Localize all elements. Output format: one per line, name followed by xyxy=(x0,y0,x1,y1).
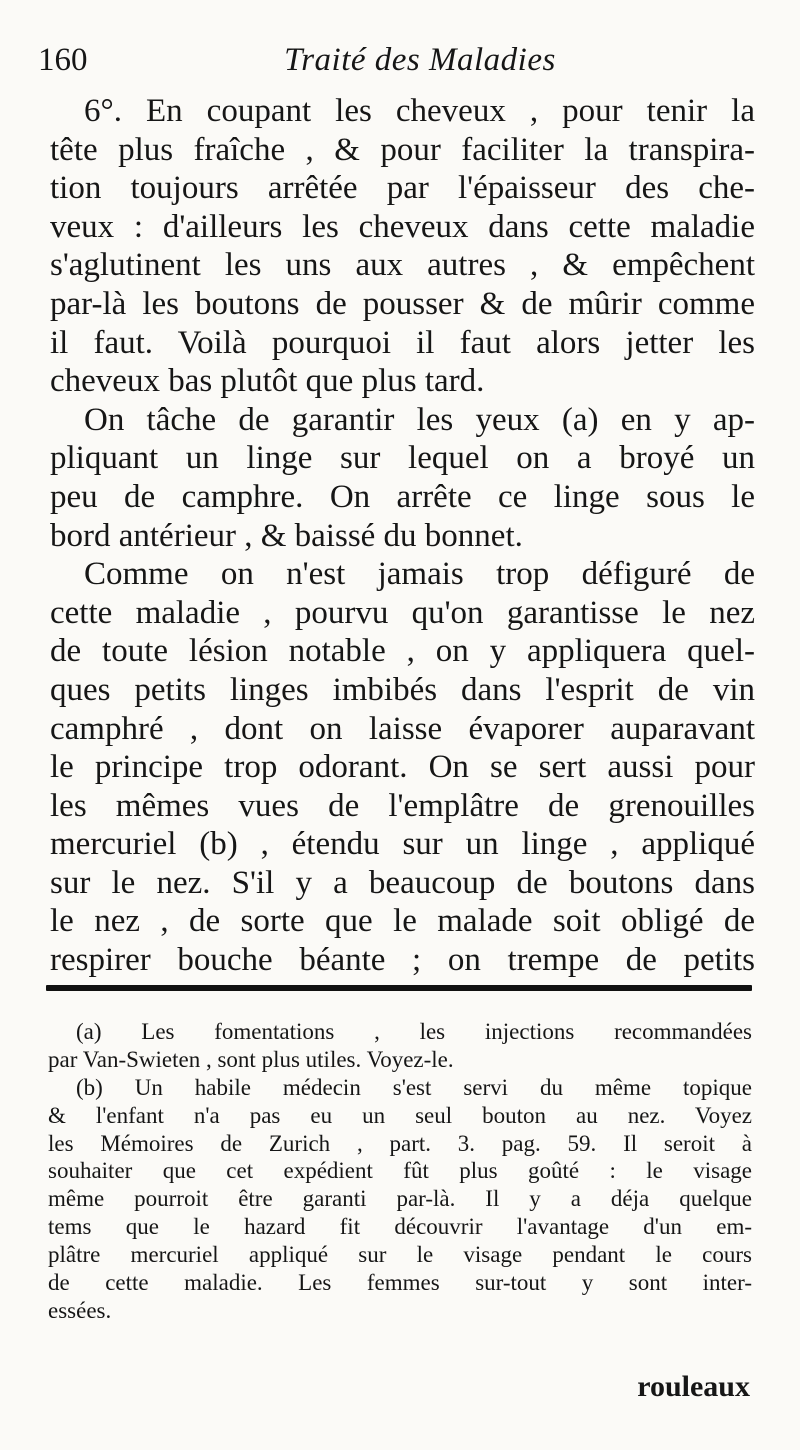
footnote-line: tems que le hazard fit découvrir l'avantage d'un em- xyxy=(48,1214,752,1240)
text-line: On tâche de garantir les yeux (a) en y ap- xyxy=(84,401,755,438)
text-line: par-là les boutons de pousser & de mûrir comme xyxy=(50,285,755,322)
running-title: Traité des Maladies xyxy=(284,42,556,78)
footnote-line: les Mémoires de Zurich , part. 3. pag. 59. Il seroit à xyxy=(48,1130,752,1156)
footnote-line: & l'enfant n'a pas eu un seul bouton au nez. Voyez xyxy=(48,1102,752,1128)
text-line: tête plus fraîche , & pour faciliter la transpira- xyxy=(50,131,755,168)
text-line: respirer bouche béante ; on trempe de petits xyxy=(50,942,755,979)
text-line: camphré , dont on laisse évaporer auparavant xyxy=(50,710,755,747)
footnote-line: souhaiter que cet expédient fût plus goûté : le visage xyxy=(48,1158,752,1184)
footnote-line: par Van-Swieten , sont plus utiles. Voyez-le. xyxy=(48,1046,454,1072)
footnote-line: (b) Un habile médecin s'est servi du même topique xyxy=(76,1074,752,1100)
text-line: les mêmes vues de l'emplâtre de grenouilles xyxy=(50,787,755,824)
footnote-line: de cette maladie. Les femmes sur-tout y sont inter- xyxy=(48,1270,752,1296)
footnotes xyxy=(48,1018,752,1325)
text-line: ques petits linges imbibés dans l'esprit de vin xyxy=(50,671,755,708)
text-line: tion toujours arrêtée par l'épaisseur des che- xyxy=(50,170,755,207)
text-line: veux : d'ailleurs les cheveux dans cette maladie xyxy=(50,208,755,245)
text-line: 6°. En coupant les cheveux , pour tenir la xyxy=(84,93,755,129)
text-line: pliquant un linge sur lequel on a broyé un xyxy=(50,440,755,477)
text-line: de toute lésion notable , on y appliquera quel- xyxy=(50,633,755,670)
text-line: cheveux bas plutôt que plus tard. xyxy=(50,363,485,400)
footnote-line: essées. xyxy=(48,1297,112,1323)
text-line: s'aglutinent les uns aux autres , & empêchent xyxy=(50,247,755,284)
text-line: cette maladie , pourvu qu'on garantisse le nez xyxy=(50,594,755,631)
page-number: 160 xyxy=(38,42,88,78)
footnote-line: même pourroit être garanti par-là. Il y a déja quelque xyxy=(48,1186,752,1212)
text-line: il faut. Voilà pourquoi il faut alors jetter les xyxy=(50,324,755,361)
footnote-line: (a) Les fomentations , les injections recommandées xyxy=(76,1019,752,1044)
text-line: peu de camphre. On arrête ce linge sous le xyxy=(50,478,755,515)
text-line: mercuriel (b) , étendu sur un linge , appliqué xyxy=(50,826,755,863)
footnote-rule xyxy=(46,985,752,991)
footnote-line: plâtre mercuriel appliqué sur le visage pendant le cours xyxy=(48,1242,752,1268)
text-line: le nez , de sorte que le malade soit obligé de xyxy=(50,903,755,940)
catchword: rouleaux xyxy=(637,1370,750,1403)
text-line: le principe trop odorant. On se sert aussi pour xyxy=(50,749,755,786)
page-header xyxy=(30,40,770,86)
text-line: Comme on n'est jamais trop défiguré de xyxy=(84,556,755,593)
text-line: sur le nez. S'il y a beaucoup de boutons dans xyxy=(50,864,755,901)
text-line: bord antérieur , & baissé du bonnet. xyxy=(50,517,523,554)
main-text xyxy=(50,92,755,980)
